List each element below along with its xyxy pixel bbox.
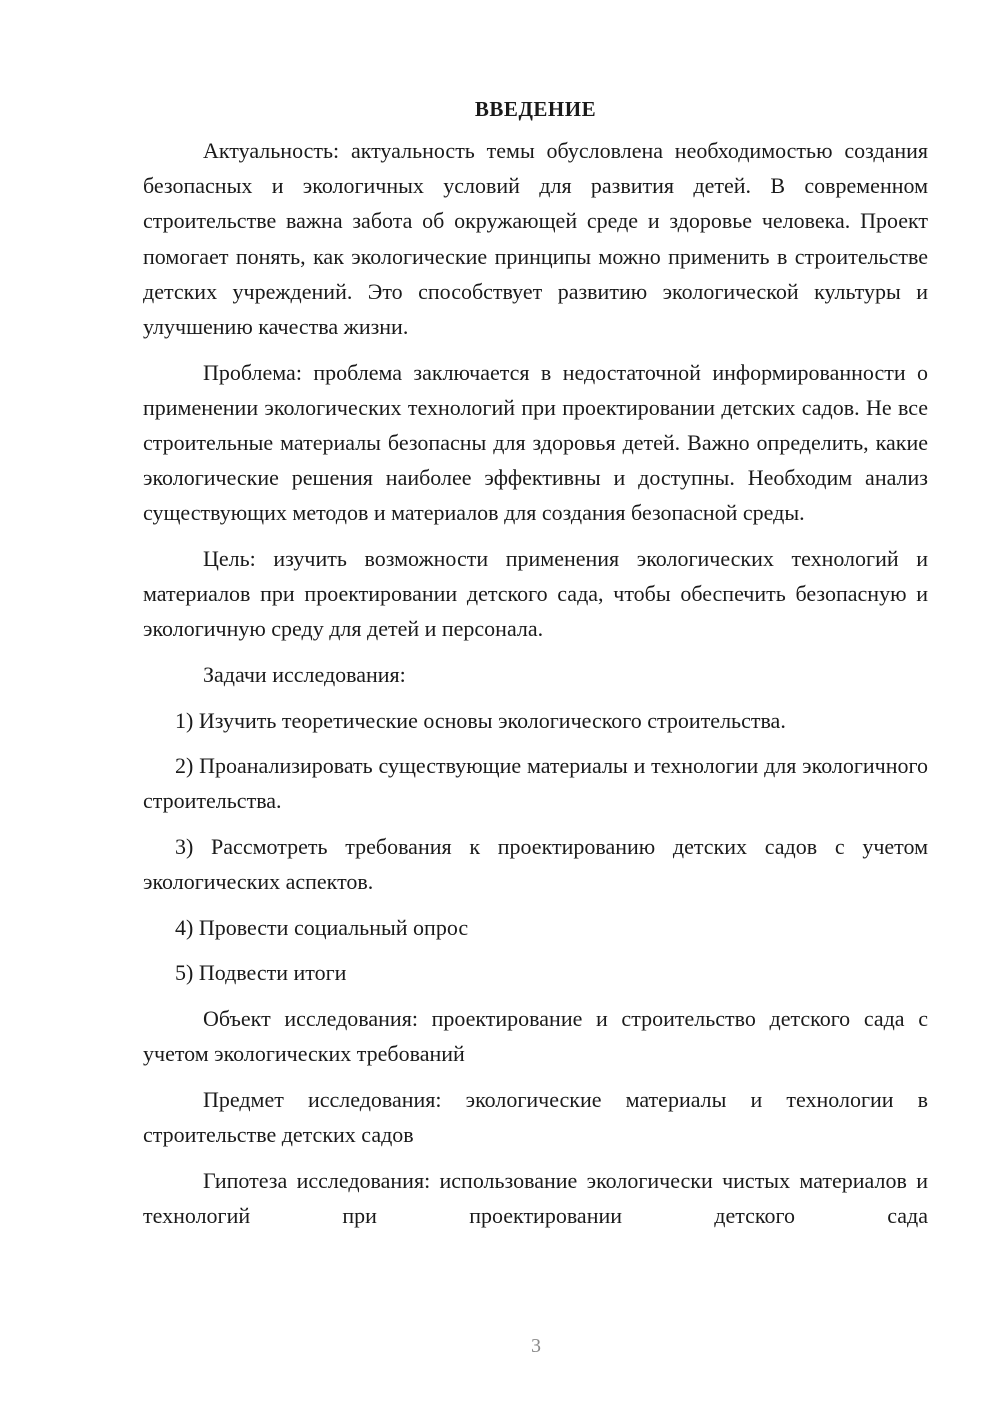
task-item-1: 1) Изучить теоретические основы экологического строительства. (175, 707, 786, 733)
task-item-2: 2) Проанализировать существующие материалы и технологии для экологичного строительства. (143, 753, 928, 814)
problem-paragraph: Проблема: проблема заключается в недостаточной информированности о применении экологических технологий при проектировании детских садов. Не все строительные материалы безопасны для здоровья детей. Важно определить, какие экологические решения наиболее эффективны и доступны. Необходим анализ существующих методов и материалов для создания безопасной среды. (143, 359, 928, 526)
goal-paragraph: Цель: изучить возможности применения экологических технологий и материалов при проектировании детского сада, чтобы обеспечить безопасную и экологичную среду для детей и персонала. (143, 546, 928, 642)
task-item-5: 5) Подвести итоги (175, 960, 347, 986)
relevance-paragraph: Актуальность: актуальность темы обусловлена необходимостью создания безопасных и экологичных условий для развития детей. В современном строительстве важна забота об окружающей среде и здоровье человека. Проект помогает понять, как экологические принципы можно применить в строительстве детских учреждений. Это способствует развитию экологической культуры и улучшению качества жизни. (143, 138, 928, 340)
subject-paragraph: Предмет исследования: экологические материалы и технологии в строительстве детских садов (143, 1086, 928, 1147)
task-item-4: 4) Провести социальный опрос (175, 914, 469, 940)
document-page (143, 92, 928, 1233)
hypothesis-paragraph: Гипотеза исследования: использование экологически чистых материалов и технологий при проектировании детского сада (143, 1167, 928, 1228)
task-item-3: 3) Рассмотреть требования к проектированию детских садов с учетом экологических аспектов. (143, 834, 928, 895)
tasks-heading: Задачи исследования: (203, 662, 406, 688)
page-title: ВВЕДЕНИЕ (474, 97, 597, 121)
object-paragraph: Объект исследования: проектирование и строительство детского сада с учетом экологических требований (143, 1005, 928, 1067)
page-number: 3 (531, 1335, 541, 1357)
